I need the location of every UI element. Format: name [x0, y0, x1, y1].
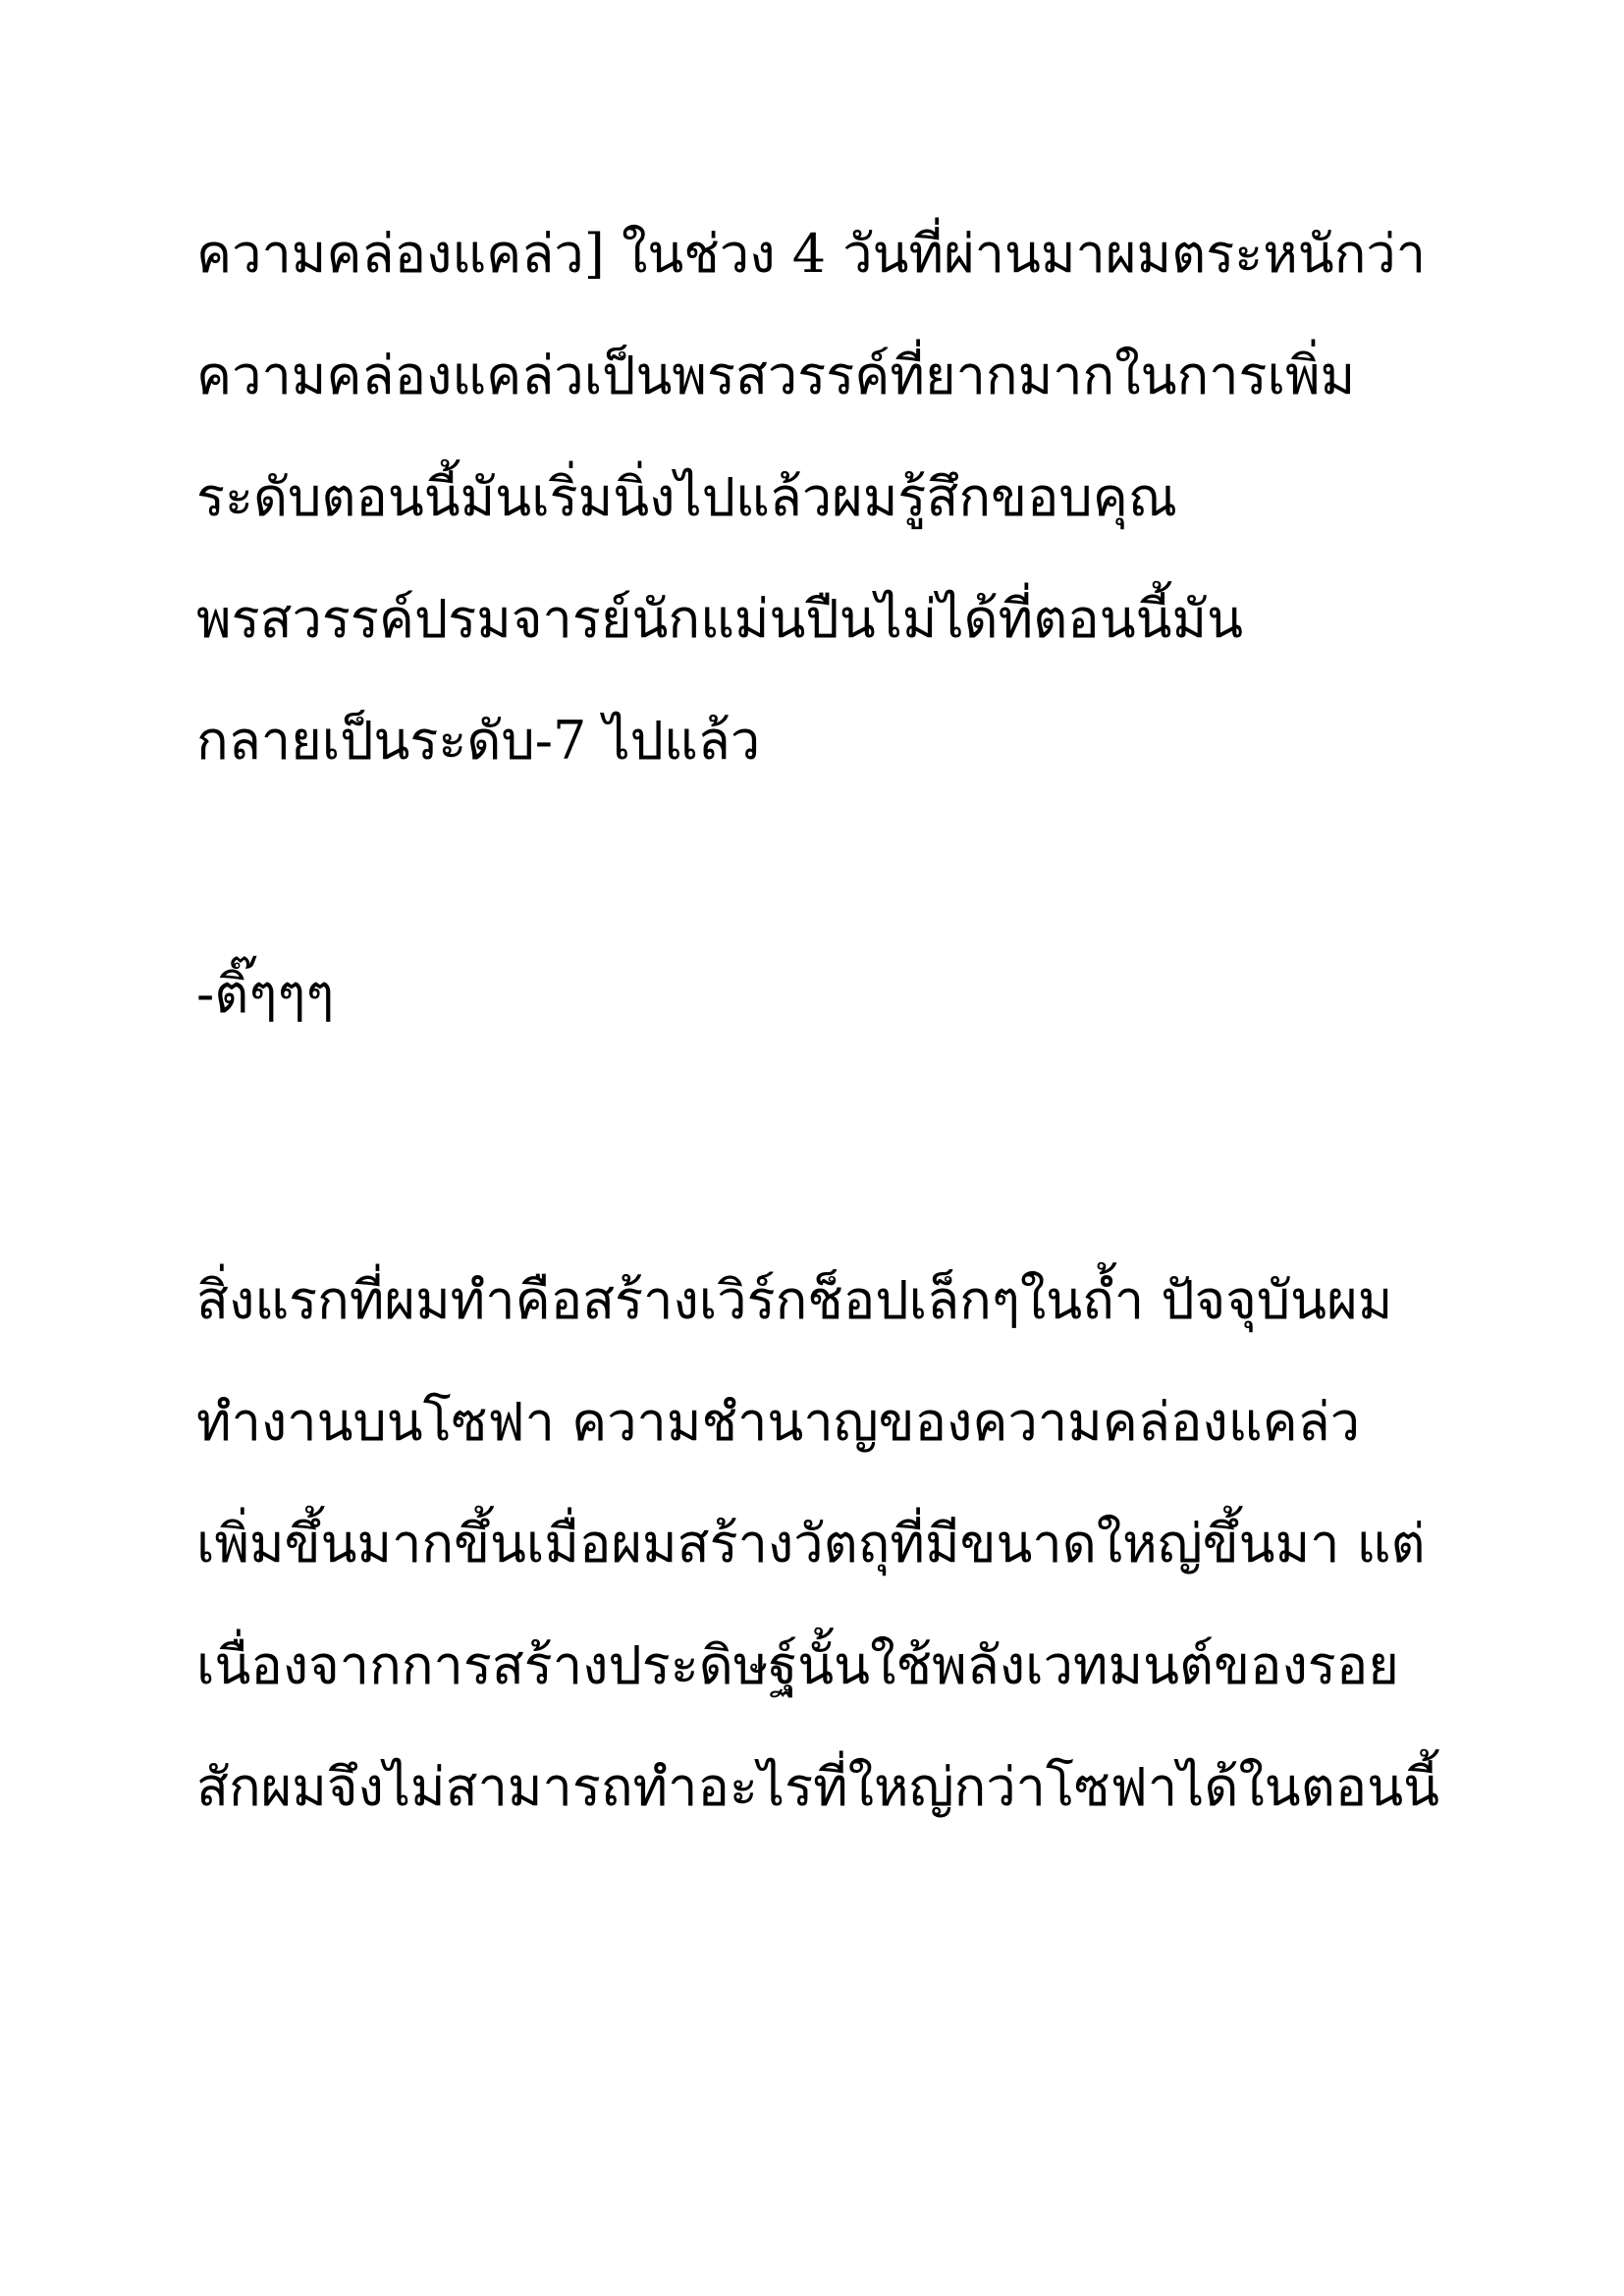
sound-effect-line: -ติ๊ๆๆๆ — [196, 963, 335, 1025]
paragraph-1-line-3: ระดับตอนนี้มันเริ่มนิ่งไปแล้วผมรู้สึกขอบคุณ — [196, 466, 1177, 528]
paragraph-1-line-2: ความคล่องแคล่วเป็นพรสวรรค์ที่ยากมากในการเพิ่ม — [196, 345, 1356, 406]
paragraph-3-line-3: เพิ่มขึ้นมากขึ้นเมื่อผมสร้างวัตถุที่มีขนาดใหญ่ขึ้นมา แต่ — [196, 1513, 1426, 1575]
paragraph-3-line-1: สิ่งแรกที่ผมทำคือสร้างเวิร์กช็อปเล็กๆในถ้ำ ปัจจุบันผม — [196, 1269, 1393, 1331]
paragraph-3-line-2: ทำงานบนโซฟา ความชำนาญของความคล่องแคล่ว — [196, 1391, 1361, 1453]
paragraph-3-line-4: เนื่องจากการสร้างประดิษฐ์นั้นใช้พลังเวทมนต์ของรอย — [196, 1634, 1399, 1696]
paragraph-3-line-5: สักผมจึงไม่สามารถทำอะไรที่ใหญ่กว่าโซฟาได้ในตอนนี้ — [196, 1756, 1440, 1818]
paragraph-1-line-5: กลายเป็นระดับ-7 ไปแล้ว — [196, 710, 761, 772]
paragraph-1-line-1: ความคล่องแคล่ว] ในช่วง 4 วันที่ผ่านมาผมตระหนักว่า — [196, 223, 1427, 285]
paragraph-1-line-4: พรสวรรค์ปรมจารย์นักแม่นปืนไม่ได้ที่ตอนนี้มัน — [196, 588, 1244, 650]
